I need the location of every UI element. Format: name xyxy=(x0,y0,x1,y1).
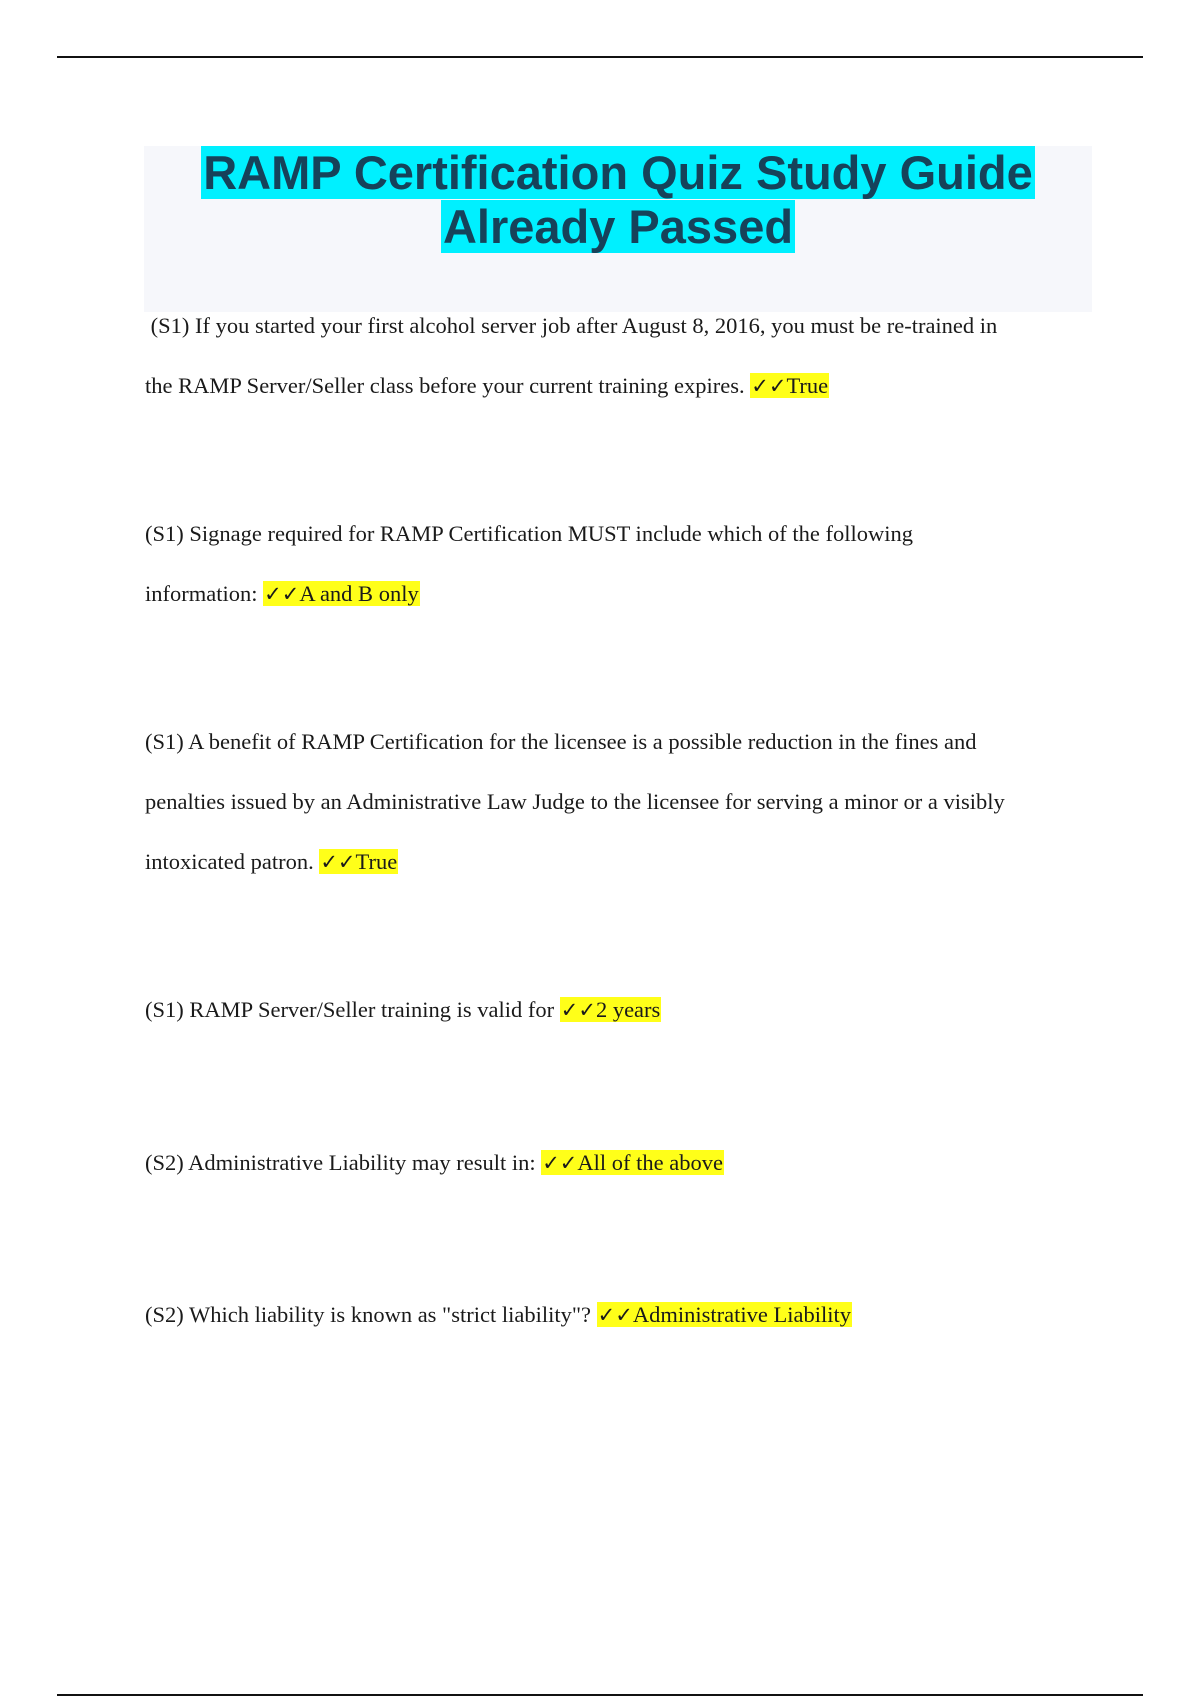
question-item xyxy=(145,712,1075,892)
answer-highlight xyxy=(750,373,829,398)
document-title-line-1: RAMP Certification Quiz Study Guide xyxy=(203,146,1033,199)
question-text-line: (S1) A benefit of RAMP Certification for the licensee is a possible reduction in the fines and xyxy=(145,729,977,754)
answer-text: 2 years xyxy=(595,997,661,1022)
double-check-icon: ✓✓ xyxy=(264,582,300,606)
question-text-line: penalties issued by an Administrative Law Judge to the licensee for serving a minor or a visibly xyxy=(145,789,1005,814)
question-text-line: (S1) If you started your first alcohol server job after August 8, 2016, you must be re-trained in xyxy=(145,313,998,338)
question-item xyxy=(145,1133,1075,1193)
question-text-line: (S2) Administrative Liability may result in: xyxy=(145,1150,542,1175)
double-check-icon: ✓✓ xyxy=(597,1303,633,1327)
title-block xyxy=(144,146,1092,312)
answer-highlight xyxy=(541,1150,724,1175)
double-check-icon: ✓✓ xyxy=(320,850,356,874)
question-text-line: information: xyxy=(145,581,264,606)
answer-highlight xyxy=(597,1302,852,1327)
question-text-line: (S1) RAMP Server/Seller training is valid for xyxy=(145,997,560,1022)
answer-highlight xyxy=(263,581,420,606)
answer-highlight xyxy=(560,997,662,1022)
answer-text: Administrative Liability xyxy=(632,1302,851,1327)
answer-text: A and B only xyxy=(299,581,419,606)
bottom-rule xyxy=(57,1694,1143,1696)
question-item xyxy=(145,504,1075,624)
top-rule xyxy=(57,56,1143,58)
answer-highlight xyxy=(319,849,398,874)
question-text-line: the RAMP Server/Seller class before your current training expires. xyxy=(145,373,751,398)
answer-text: All of the above xyxy=(577,1150,723,1175)
document-title-line-2: Already Passed xyxy=(442,200,794,253)
question-item xyxy=(145,980,1075,1040)
double-check-icon: ✓✓ xyxy=(751,374,787,398)
question-item xyxy=(145,1285,1075,1345)
answer-text: True xyxy=(355,849,398,874)
question-item xyxy=(145,296,1075,416)
double-check-icon: ✓✓ xyxy=(560,998,596,1022)
question-text-line: intoxicated patron. xyxy=(145,849,320,874)
double-check-icon: ✓✓ xyxy=(542,1151,578,1175)
answer-text: True xyxy=(786,373,829,398)
question-text-line: (S1) Signage required for RAMP Certification MUST include which of the following xyxy=(145,521,913,546)
question-text-line: (S2) Which liability is known as "strict liability"? xyxy=(145,1302,597,1327)
